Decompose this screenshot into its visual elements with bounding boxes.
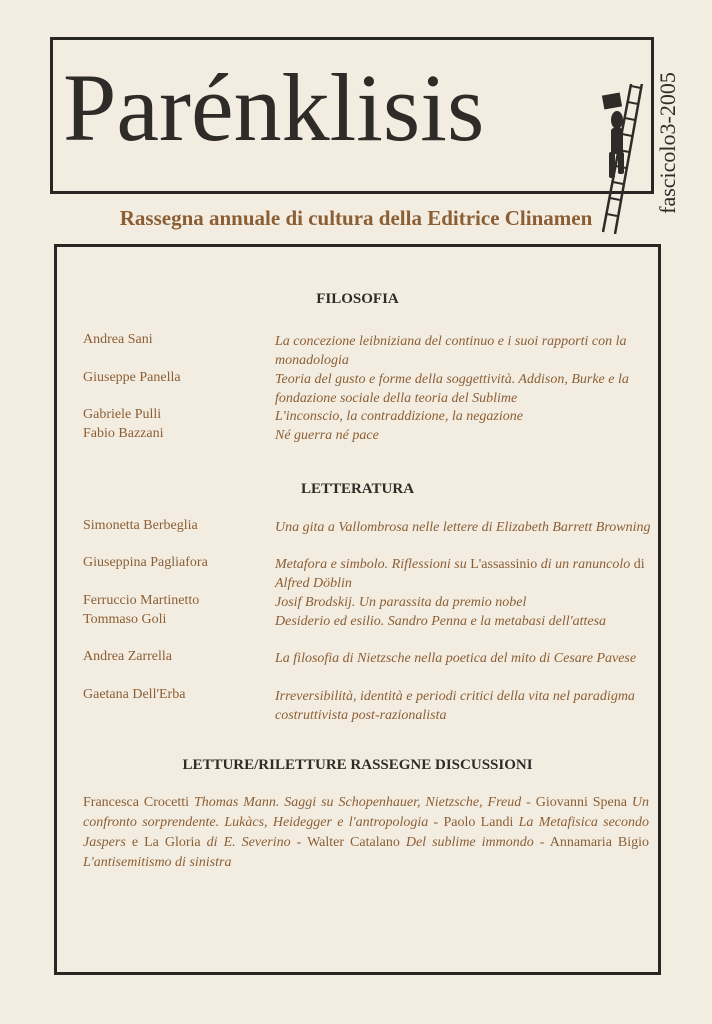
issue-label: fascicolo3-2005	[655, 71, 680, 214]
author-name: Giovanni Spena	[535, 795, 627, 810]
article-title: La filosofia di Nietzsche nella poetica del mito di Cesare Pavese	[275, 651, 637, 666]
section-heading-filosofia: FILOSOFIA	[316, 291, 399, 307]
masthead	[50, 37, 680, 214]
author-name: Giuseppe Panella	[83, 370, 181, 385]
article-title: Teoria del gusto e forme della soggettività. Addison, Burke e la fondazione sociale della teoria del Sublime	[275, 372, 629, 406]
author-name: Andrea Zarrella	[83, 649, 172, 664]
journal-title: Parénklisis	[63, 54, 485, 161]
article-title: Josif Brodskij. Un parassita da premio nobel	[275, 595, 527, 610]
separator: -	[290, 835, 308, 850]
article-title: Irreversibilità, identità e periodi critici della vita nel paradigma costruttivista post-razionalista	[275, 689, 635, 723]
title-part: Alfred Döblin	[275, 576, 352, 591]
author-name: Francesca Crocetti	[83, 795, 189, 810]
article-title: Del sublime immondo	[405, 835, 534, 850]
separator: -	[533, 835, 550, 850]
article-title: Desiderio ed esilio. Sandro Penna e la metabasi dell'attesa	[275, 614, 607, 629]
article-title: Una gita a Vallombrosa nelle lettere di Elizabeth Barrett Browning	[275, 520, 651, 535]
author-name: Andrea Sani	[83, 332, 153, 347]
journal-subtitle: Rassegna annuale di cultura della Editrice Clinamen	[119, 206, 593, 230]
author-name: Tommaso Goli	[83, 612, 167, 627]
section-heading-discussioni: LETTURE/RILETTURE RASSEGNE DISCUSSIONI	[182, 757, 533, 773]
author-name: Giuseppina Pagliafora	[83, 555, 208, 570]
author-name: Gabriele Pulli	[83, 407, 162, 422]
table-of-contents	[54, 244, 661, 975]
author-name: Gaetana Dell'Erba	[83, 687, 186, 702]
author-name: Walter Catalano	[307, 835, 400, 850]
article-title: di E. Severino	[206, 835, 291, 850]
article-title: L'antisemitismo di sinistra	[83, 855, 232, 870]
article-title: La Gloria	[144, 835, 201, 850]
title-part: L'assassinio	[470, 557, 538, 572]
author-name: Paolo Landi	[443, 815, 514, 830]
author-name: Ferruccio Martinetto	[83, 593, 200, 608]
discussions-paragraph	[83, 793, 649, 873]
separator: -	[521, 795, 536, 810]
article-title: Né guerra né pace	[275, 428, 379, 443]
article-title: Thomas Mann. Saggi su Schopenhauer, Nietzsche, Freud	[193, 795, 522, 810]
article-title	[275, 555, 655, 593]
article-title: La Metafisica secondo Jaspers	[83, 815, 649, 850]
separator: -	[428, 815, 444, 830]
title-part: di	[633, 557, 645, 572]
section-heading-letteratura: LETTERATURA	[300, 481, 415, 497]
title-part: di un ranuncolo	[537, 557, 634, 572]
title-part: Metafora e simbolo. Riflessioni su	[275, 557, 471, 572]
conjunction: e	[131, 835, 139, 850]
article-title: Un confronto sorprendente. Lukàcs, Heidegger e l'antropologia	[83, 795, 650, 830]
author-name: Fabio Bazzani	[83, 426, 164, 441]
article-title: L'inconscio, la contraddizione, la negazione	[275, 409, 523, 424]
author-name: Simonetta Berbeglia	[83, 518, 198, 533]
article-title: La concezione leibniziana del continuo e i suoi rapporti con la monadologia	[275, 334, 627, 368]
author-name: Annamaria Bigio	[549, 835, 650, 850]
